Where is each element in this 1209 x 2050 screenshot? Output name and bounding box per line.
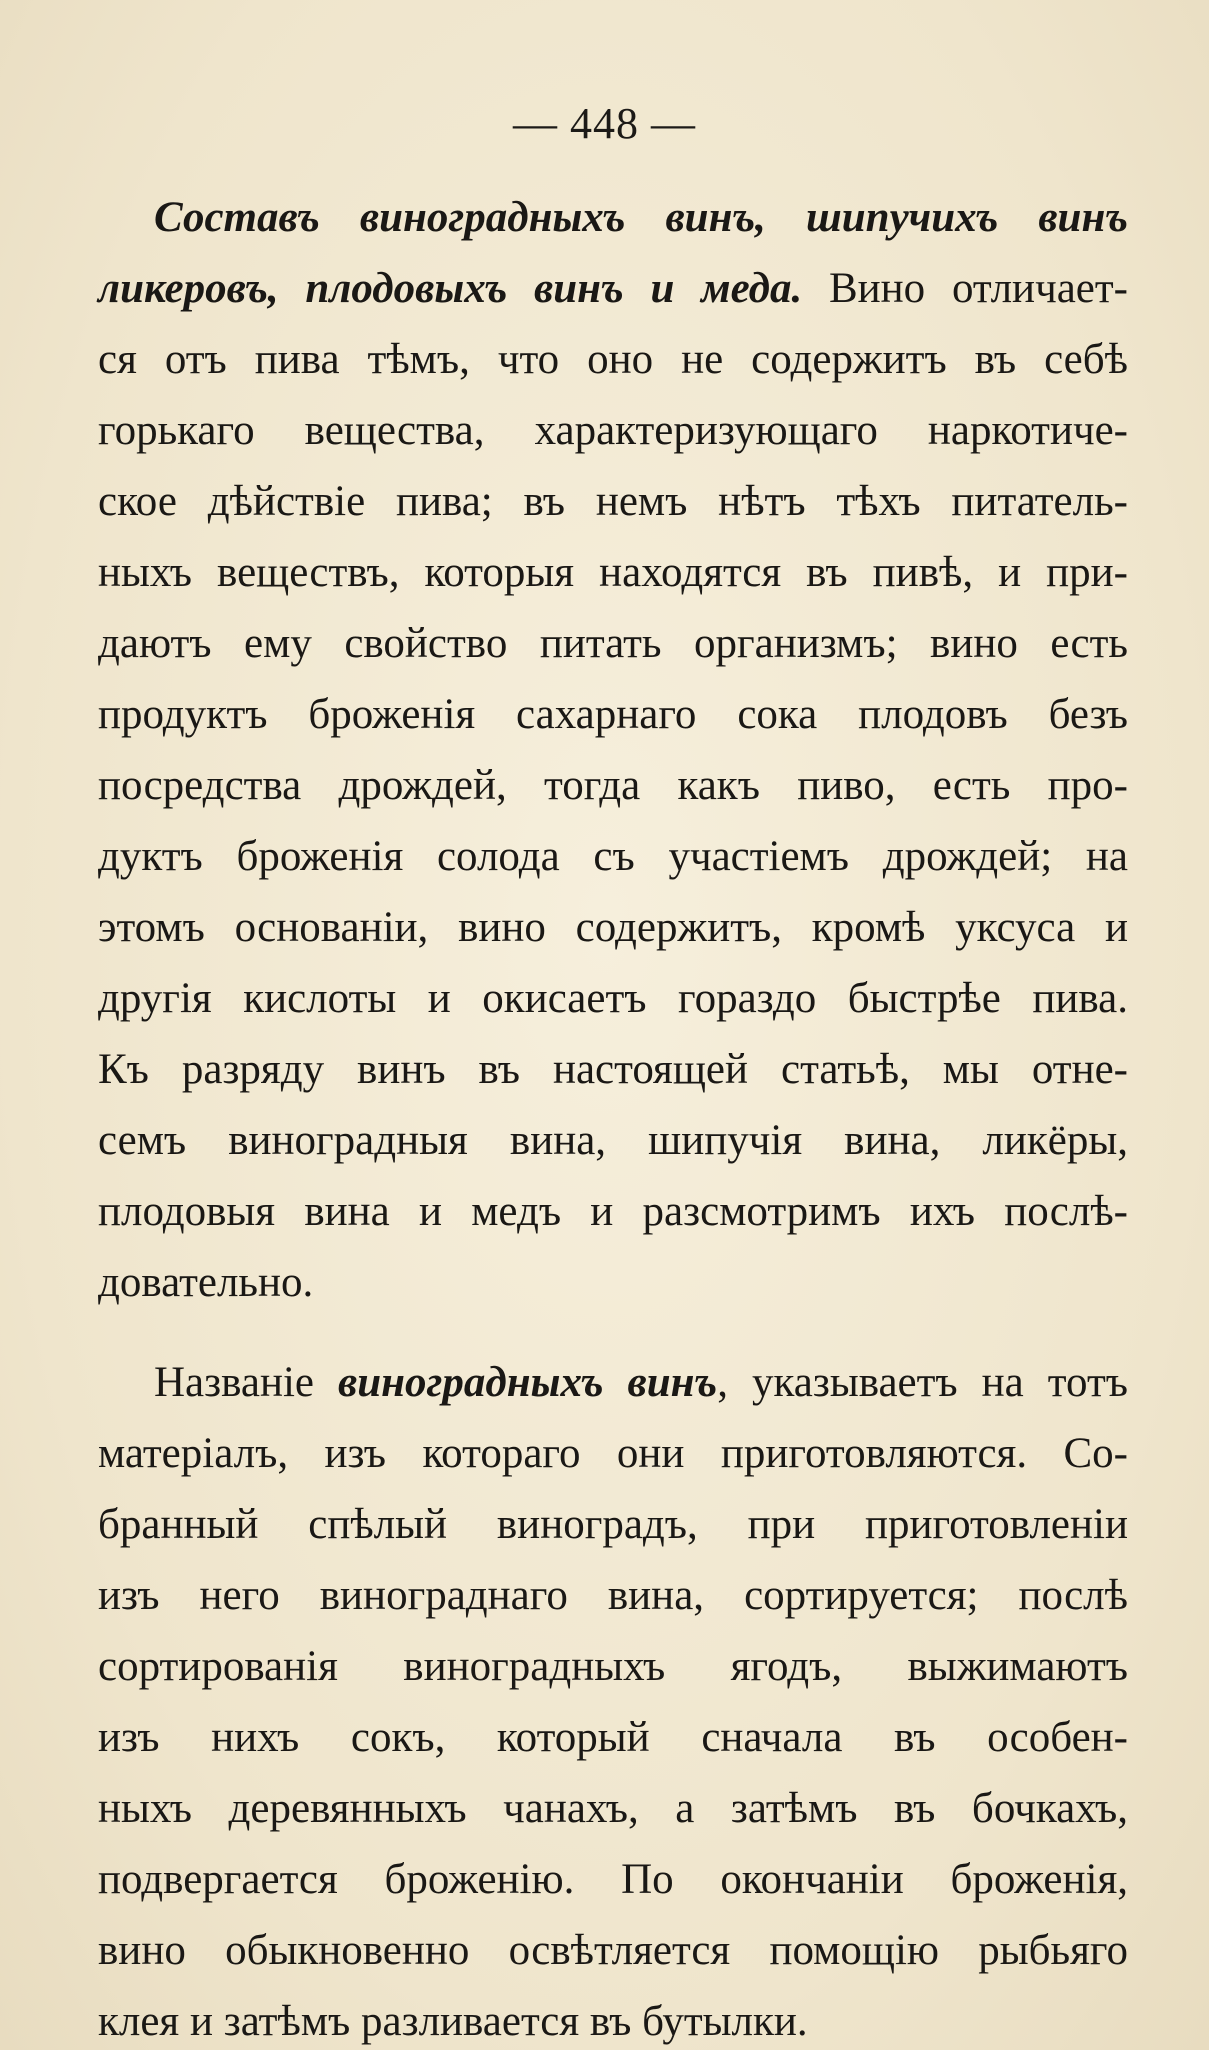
- page-body: [98, 182, 1128, 2050]
- section-title-part: ликеровъ, плодовыхъ винъ и меда.: [98, 265, 803, 312]
- text-line: ское дѣйствіе пива; въ немъ нѣтъ тѣхъ питатель-: [98, 478, 1128, 525]
- paragraph-2: [98, 1347, 1128, 2050]
- text-line: плодовыя вина и медъ и разсмотримъ ихъ послѣ-: [98, 1188, 1128, 1235]
- text-line: горькаго вещества, характеризующаго наркотиче-: [98, 407, 1128, 454]
- text-line: изъ нихъ сокъ, который сначала въ особен-: [98, 1714, 1128, 1761]
- text-line: бранный спѣлый виноградъ, при приготовленіи: [98, 1501, 1128, 1548]
- text-line: дуктъ броженія солода съ участіемъ дрождей; на: [98, 833, 1128, 880]
- text-line: сортированія виноградныхъ ягодъ, выжимаютъ: [98, 1643, 1128, 1690]
- text-line: другія кислоты и окисаетъ гораздо быстрѣе пива.: [98, 975, 1128, 1022]
- text-line: даютъ ему свойство питать организмъ; вино есть: [98, 620, 1128, 667]
- paragraph-1: [98, 182, 1128, 1318]
- text-line: клея и затѣмъ разливается въ бутылки.: [98, 1998, 808, 2045]
- text-fragment: , указываетъ на тотъ: [717, 1359, 1128, 1406]
- text-line: продуктъ броженія сахарнаго сока плодовъ безъ: [98, 691, 1128, 738]
- text-line: [98, 253, 1128, 324]
- text-line: ныхъ деревянныхъ чанахъ, а затѣмъ въ бочкахъ,: [98, 1785, 1128, 1832]
- text-line: посредства дрождей, тогда какъ пиво, есть про-: [98, 762, 1128, 809]
- text-line: ся отъ пива тѣмъ, что оно не содержитъ въ себѣ: [98, 336, 1128, 383]
- text-line: [98, 1347, 1128, 1418]
- text-line: ныхъ веществъ, которыя находятся въ пивѣ, и при-: [98, 549, 1128, 596]
- text-fragment: Названіе: [154, 1359, 339, 1406]
- text-line: этомъ основаніи, вино содержитъ, кромѣ уксуса и: [98, 904, 1128, 951]
- paragraph-gap: [98, 1318, 1128, 1347]
- text-line: [98, 182, 1128, 253]
- page-number: — 448 —: [513, 99, 696, 148]
- text-line: вино обыкновенно освѣтляется помощію рыбьяго: [98, 1927, 1128, 1974]
- text-line: подвергается броженію. По окончаніи броженія,: [98, 1856, 1128, 1903]
- text-line: довательно.: [98, 1259, 314, 1306]
- emphasis-term: виноградныхъ винъ: [338, 1359, 718, 1406]
- section-title-part: Составъ виноградныхъ винъ, шипучихъ винъ: [154, 194, 1128, 241]
- text-line: Къ разряду винъ въ настоящей статьѣ, мы отне-: [98, 1046, 1128, 1093]
- text-fragment: Вино отличает-: [802, 265, 1128, 312]
- text-line: семъ виноградныя вина, шипучія вина, ликёры,: [98, 1117, 1128, 1164]
- text-line: изъ него винограднаго вина, сортируется; послѣ: [98, 1572, 1128, 1619]
- text-line: матеріалъ, изъ котораго они приготовляются. Со-: [98, 1430, 1128, 1477]
